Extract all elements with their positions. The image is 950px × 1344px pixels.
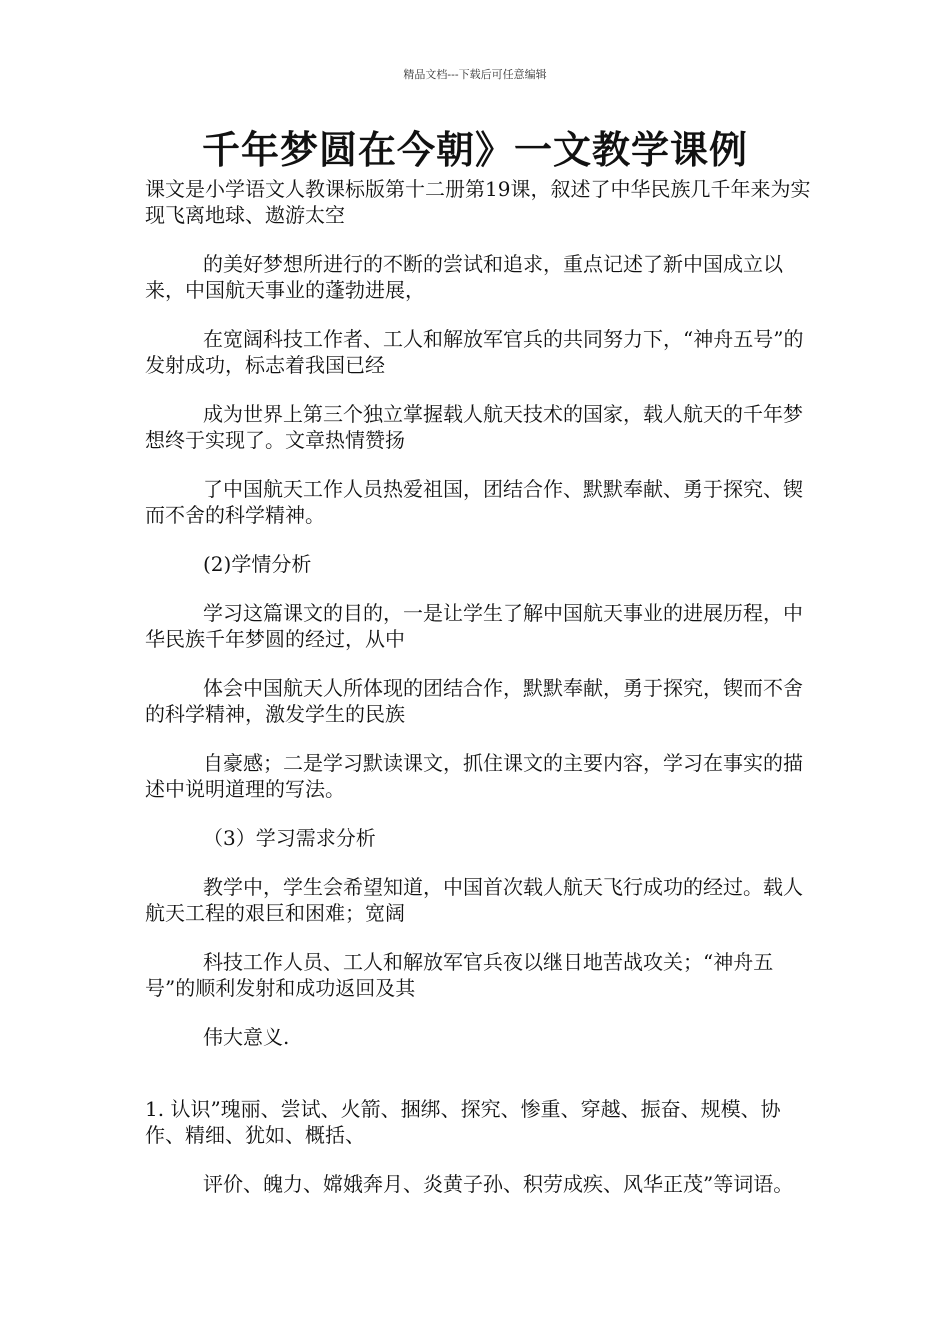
paragraph-5: 了中国航天工作人员热爱祖国，团结合作、默默奉献、勇于探究、锲而不舍的科学精神。: [145, 477, 803, 527]
paragraph-10: 科技工作人员、工人和解放军官兵夜以继日地苦战攻关；“神舟五号”的顺利发射和成功返回及其: [145, 950, 774, 1000]
paragraph-11: 伟大意义.: [203, 1025, 290, 1049]
page-header: 精品文档---下载后可任意编辑: [403, 68, 547, 81]
paragraph-7: 体会中国航天人所体现的团结合作，默默奉献，勇于探究，锲而不舍的科学精神，激发学生的民族: [145, 676, 803, 726]
paragraph-4: 成为世界上第三个独立掌握载人航天技术的国家，载人航天的千年梦想终于实现了。文章热情赞扬: [145, 402, 803, 452]
section-heading-2: (2)学情分析: [203, 552, 312, 576]
paragraph-1: 课文是小学语文人教课标版第十二册第19课，叙述了中华民族几千年来为实现飞离地球、遨游太空: [145, 177, 811, 227]
paragraph-2: 的美好梦想所进行的不断的尝试和追求，重点记述了新中国成立以来，中国航天事业的蓬勃进展，: [145, 252, 783, 302]
paragraph-6: 学习这篇课文的目的，一是让学生了解中国航天事业的进展历程，中华民族千年梦圆的经过，从中: [145, 601, 803, 651]
paragraph-3: 在宽阔科技工作者、工人和解放军官兵的共同努力下，“神舟五号”的发射成功，标志着我国已经: [145, 327, 804, 377]
document-body: [145, 176, 813, 1197]
list-item-1: 1. 认识”瑰丽、尝试、火箭、捆绑、探究、惨重、穿越、振奋、规模、协作、精细、犹如、概括、: [145, 1097, 781, 1147]
paragraph-8: 自豪感；二是学习默读课文，抓住课文的主要内容，学习在事实的描述中说明道理的写法。: [145, 751, 803, 801]
paragraph-9: 教学中，学生会希望知道，中国首次载人航天飞行成功的经过。载人航天工程的艰巨和困难；宽阔: [145, 875, 803, 925]
document-title: 千年梦圆在今朝》一文教学课例: [201, 127, 748, 172]
list-item-1-continued: 评价、魄力、嫦娥奔月、炎黄子孙、积劳成疾、风华正茂”等词语。: [203, 1172, 794, 1196]
section-heading-3: （3）学习需求分析: [203, 826, 376, 850]
